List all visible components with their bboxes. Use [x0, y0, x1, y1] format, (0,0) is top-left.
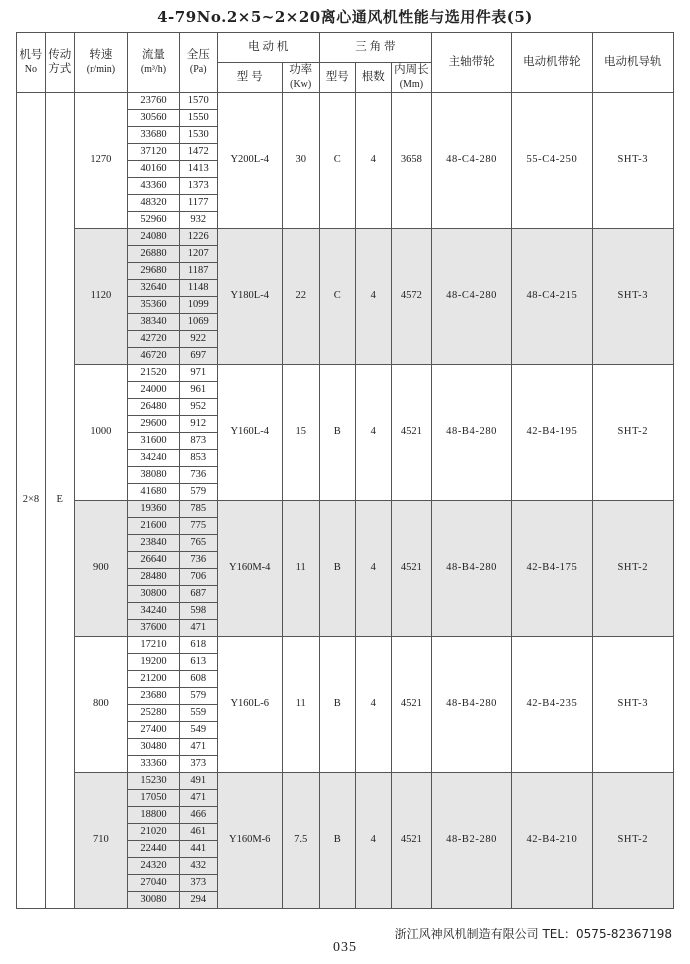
table-row	[17, 93, 674, 110]
pressure-cell: 598	[179, 603, 217, 620]
flow-cell: 34240	[128, 450, 179, 467]
belt-length-cell: 3658	[391, 93, 431, 229]
speed-cell: 900	[74, 501, 128, 637]
pressure-cell: 873	[179, 433, 217, 450]
belt-length-cell: 4521	[391, 365, 431, 501]
motor-pulley-cell: 42-B4-195	[512, 365, 592, 501]
pressure-cell: 736	[179, 552, 217, 569]
flow-cell: 38080	[128, 467, 179, 484]
pressure-cell: 618	[179, 637, 217, 654]
motor-model-cell: Y180L-4	[217, 229, 282, 365]
pressure-cell: 432	[179, 858, 217, 875]
pressure-cell: 706	[179, 569, 217, 586]
pressure-cell: 1373	[179, 178, 217, 195]
flow-cell: 33680	[128, 127, 179, 144]
pressure-cell: 912	[179, 416, 217, 433]
flow-cell: 19200	[128, 654, 179, 671]
belt-type-cell: B	[319, 501, 355, 637]
flow-cell: 38340	[128, 314, 179, 331]
belt-length-cell: 4572	[391, 229, 431, 365]
pressure-cell: 971	[179, 365, 217, 382]
header-belt: 三 角 带	[319, 33, 431, 63]
flow-cell: 35360	[128, 297, 179, 314]
flow-cell: 41680	[128, 484, 179, 501]
pressure-cell: 1226	[179, 229, 217, 246]
main-pulley-cell: 48-C4-280	[431, 93, 511, 229]
power-cell: 11	[282, 501, 319, 637]
flow-cell: 15230	[128, 773, 179, 790]
main-pulley-cell: 48-B4-280	[431, 365, 511, 501]
pressure-cell: 373	[179, 756, 217, 773]
belt-count-cell: 4	[355, 501, 391, 637]
flow-cell: 19360	[128, 501, 179, 518]
flow-cell: 17210	[128, 637, 179, 654]
pressure-cell: 471	[179, 790, 217, 807]
flow-cell: 23760	[128, 93, 179, 110]
flow-cell: 31600	[128, 433, 179, 450]
header-main-pulley: 主轴带轮	[431, 33, 511, 93]
header-motor-model: 型 号	[217, 63, 282, 93]
header-drive: 传动 方式	[45, 33, 74, 93]
flow-cell: 23840	[128, 535, 179, 552]
belt-count-cell: 4	[355, 365, 391, 501]
pressure-cell: 1530	[179, 127, 217, 144]
pressure-cell: 471	[179, 620, 217, 637]
table-body	[17, 93, 674, 909]
table-row	[17, 229, 674, 246]
flow-cell: 30800	[128, 586, 179, 603]
pressure-cell: 294	[179, 892, 217, 909]
rail-cell: SHT-3	[592, 229, 673, 365]
flow-cell: 23680	[128, 688, 179, 705]
header-speed: 转速 (r/min)	[74, 33, 128, 93]
pressure-cell: 1187	[179, 263, 217, 280]
flow-cell: 37120	[128, 144, 179, 161]
table-row	[17, 501, 674, 518]
header-rail: 电动机导轨	[592, 33, 673, 93]
header-machine-no: 机号 No	[17, 33, 46, 93]
page-number: 035	[333, 940, 357, 955]
pressure-cell: 736	[179, 467, 217, 484]
motor-model-cell: Y160L-6	[217, 637, 282, 773]
pressure-cell: 932	[179, 212, 217, 229]
flow-cell: 30480	[128, 739, 179, 756]
flow-cell: 24320	[128, 858, 179, 875]
motor-model-cell: Y160M-6	[217, 773, 282, 909]
flow-cell: 17050	[128, 790, 179, 807]
table-row	[17, 773, 674, 790]
flow-cell: 27400	[128, 722, 179, 739]
pressure-cell: 608	[179, 671, 217, 688]
pressure-cell: 491	[179, 773, 217, 790]
pressure-cell: 579	[179, 688, 217, 705]
belt-type-cell: B	[319, 637, 355, 773]
pressure-cell: 785	[179, 501, 217, 518]
speed-cell: 1120	[74, 229, 128, 365]
header-power: 功率 (Kw)	[282, 63, 319, 93]
flow-cell: 29680	[128, 263, 179, 280]
flow-cell: 29600	[128, 416, 179, 433]
flow-cell: 37600	[128, 620, 179, 637]
belt-length-cell: 4521	[391, 773, 431, 909]
flow-cell: 18800	[128, 807, 179, 824]
flow-cell: 21020	[128, 824, 179, 841]
pressure-cell: 559	[179, 705, 217, 722]
pressure-cell: 441	[179, 841, 217, 858]
belt-count-cell: 4	[355, 773, 391, 909]
header-belt-length: 内周长 (Mm)	[391, 63, 431, 93]
flow-cell: 40160	[128, 161, 179, 178]
speed-cell: 1000	[74, 365, 128, 501]
pressure-cell: 461	[179, 824, 217, 841]
flow-cell: 46720	[128, 348, 179, 365]
flow-cell: 21520	[128, 365, 179, 382]
belt-type-cell: B	[319, 365, 355, 501]
flow-cell: 33360	[128, 756, 179, 773]
flow-cell: 22440	[128, 841, 179, 858]
pressure-cell: 471	[179, 739, 217, 756]
pressure-cell: 1177	[179, 195, 217, 212]
header-flow: 流量 (m³/h)	[128, 33, 179, 93]
pressure-cell: 549	[179, 722, 217, 739]
pressure-cell: 373	[179, 875, 217, 892]
motor-pulley-cell: 55-C4-250	[512, 93, 592, 229]
pressure-cell: 697	[179, 348, 217, 365]
pressure-cell: 687	[179, 586, 217, 603]
pressure-cell: 1472	[179, 144, 217, 161]
motor-model-cell: Y160M-4	[217, 501, 282, 637]
power-cell: 30	[282, 93, 319, 229]
main-pulley-cell: 48-B2-280	[431, 773, 511, 909]
rail-cell: SHT-3	[592, 637, 673, 773]
rail-cell: SHT-3	[592, 93, 673, 229]
flow-cell: 21200	[128, 671, 179, 688]
belt-type-cell: C	[319, 93, 355, 229]
belt-type-cell: B	[319, 773, 355, 909]
pressure-cell: 466	[179, 807, 217, 824]
power-cell: 22	[282, 229, 319, 365]
power-cell: 11	[282, 637, 319, 773]
belt-count-cell: 4	[355, 229, 391, 365]
rail-cell: SHT-2	[592, 365, 673, 501]
table-row	[17, 365, 674, 382]
power-cell: 15	[282, 365, 319, 501]
pressure-cell: 613	[179, 654, 217, 671]
table-row	[17, 637, 674, 654]
main-pulley-cell: 48-C4-280	[431, 229, 511, 365]
document-title: 4-79No.2×5~2×20离心通风机性能与选用件表(5)	[157, 8, 533, 26]
flow-cell: 24000	[128, 382, 179, 399]
flow-cell: 42720	[128, 331, 179, 348]
main-pulley-cell: 48-B4-280	[431, 637, 511, 773]
table-header	[17, 33, 674, 93]
flow-cell: 26640	[128, 552, 179, 569]
flow-cell: 30560	[128, 110, 179, 127]
speed-cell: 710	[74, 773, 128, 909]
belt-length-cell: 4521	[391, 637, 431, 773]
motor-pulley-cell: 48-C4-215	[512, 229, 592, 365]
company-footer: 浙江风神风机制造有限公司 TEL：0575-82367198	[394, 927, 672, 941]
rail-cell: SHT-2	[592, 501, 673, 637]
motor-pulley-cell: 42-B4-210	[512, 773, 592, 909]
performance-table	[16, 32, 674, 909]
pressure-cell: 922	[179, 331, 217, 348]
flow-cell: 27040	[128, 875, 179, 892]
flow-cell: 26880	[128, 246, 179, 263]
header-motor-pulley: 电动机带轮	[512, 33, 592, 93]
drive-type-cell: E	[45, 93, 74, 909]
main-pulley-cell: 48-B4-280	[431, 501, 511, 637]
header-belt-count: 根数	[355, 63, 391, 93]
motor-pulley-cell: 42-B4-235	[512, 637, 592, 773]
pressure-cell: 853	[179, 450, 217, 467]
flow-cell: 25280	[128, 705, 179, 722]
pressure-cell: 765	[179, 535, 217, 552]
header-pressure: 全压 (Pa)	[179, 33, 217, 93]
pressure-cell: 1570	[179, 93, 217, 110]
belt-count-cell: 4	[355, 93, 391, 229]
pressure-cell: 579	[179, 484, 217, 501]
belt-count-cell: 4	[355, 637, 391, 773]
flow-cell: 43360	[128, 178, 179, 195]
flow-cell: 34240	[128, 603, 179, 620]
motor-pulley-cell: 42-B4-175	[512, 501, 592, 637]
pressure-cell: 961	[179, 382, 217, 399]
flow-cell: 28480	[128, 569, 179, 586]
motor-model-cell: Y200L-4	[217, 93, 282, 229]
pressure-cell: 1148	[179, 280, 217, 297]
machine-no-cell: 2×8	[17, 93, 46, 909]
motor-model-cell: Y160L-4	[217, 365, 282, 501]
pressure-cell: 1207	[179, 246, 217, 263]
belt-type-cell: C	[319, 229, 355, 365]
header-belt-type: 型号	[319, 63, 355, 93]
pressure-cell: 1069	[179, 314, 217, 331]
flow-cell: 21600	[128, 518, 179, 535]
power-cell: 7.5	[282, 773, 319, 909]
rail-cell: SHT-2	[592, 773, 673, 909]
pressure-cell: 1099	[179, 297, 217, 314]
speed-cell: 1270	[74, 93, 128, 229]
flow-cell: 30080	[128, 892, 179, 909]
pressure-cell: 1550	[179, 110, 217, 127]
speed-cell: 800	[74, 637, 128, 773]
flow-cell: 52960	[128, 212, 179, 229]
flow-cell: 24080	[128, 229, 179, 246]
flow-cell: 26480	[128, 399, 179, 416]
pressure-cell: 1413	[179, 161, 217, 178]
header-motor: 电 动 机	[217, 33, 319, 63]
pressure-cell: 775	[179, 518, 217, 535]
flow-cell: 32640	[128, 280, 179, 297]
belt-length-cell: 4521	[391, 501, 431, 637]
pressure-cell: 952	[179, 399, 217, 416]
flow-cell: 48320	[128, 195, 179, 212]
